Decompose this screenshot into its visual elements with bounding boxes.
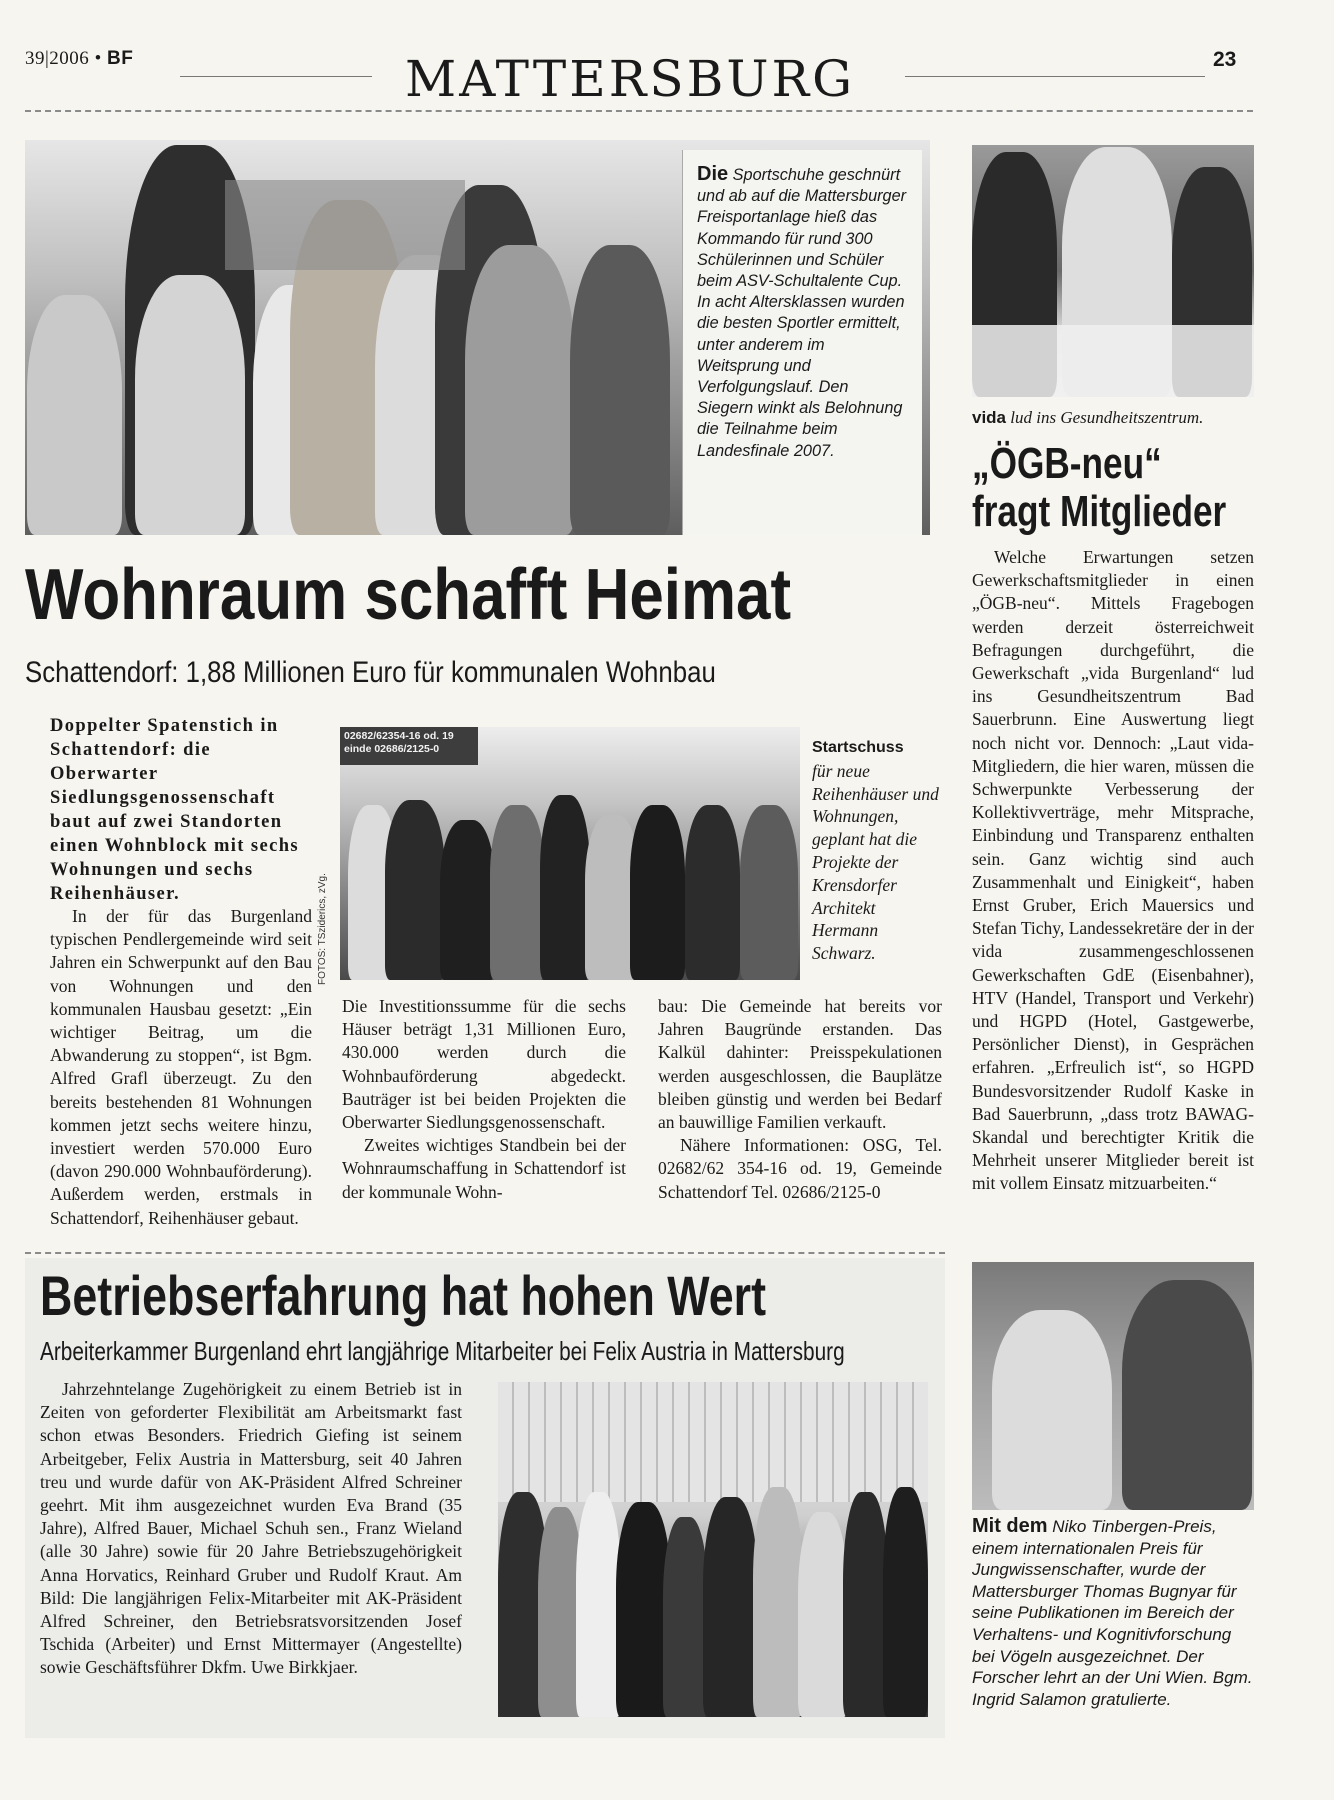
groundbreaking-photo	[340, 727, 800, 980]
issue-info: 39|2006 • BF	[25, 48, 134, 69]
felix-subheadline: Arbeiterkammer Burgenland ehrt langjährige Mitarbeiter bei Felix Austria in Mattersburg	[40, 1336, 845, 1366]
section-divider	[25, 1252, 945, 1254]
oegb-caption-lead: vida	[972, 408, 1007, 427]
felix-group-photo	[498, 1382, 928, 1717]
main-col1-text: In der für das Burgenland typischen Pendlergemeinde wird seit Jahren ein Schwerpunkt auf den Bau von Wohnungen und den kommunalen Hausbau gesetzt: „Ein wichtiger Beitrag, um die Abwanderung zu stoppen“, ist Bgm. Alfred Grafl überzeugt. Zu den bereits bestehenden 81 Wohnungen kommen jetzt sechs weitere hinzu, investiert werden 570.000 Euro (davon 290.000 Wohnbauförderung). Außerdem werden, erstmals in Schattendorf, Reihenhäuser gebaut.	[50, 906, 312, 1228]
oegb-photo-caption	[972, 408, 1254, 428]
oegb-headline-line2: fragt Mitglieder	[972, 487, 1227, 536]
header-rule-right	[905, 76, 1205, 77]
felix-body-text: Jahrzehntelange Zugehörigkeit zu einem Betrieb ist in Zeiten von geforderter Flexibilität am Arbeitsmarkt fast schon etwas Besonders. Friedrich Giefing ist seinem Arbeitgeber, Felix Austria in Mattersburg, seit 40 Jahren treu und wurde dafür von AK-Präsident Alfred Schreiner geehrt. Mit ihm ausgezeichnet wurden Eva Brand (35 Jahre), Alfred Bauer, Michael Schuh sen., Franz Wieland (alle 30 Jahre) sowie für 20 Jahre Betriebszugehörigkeit Anna Horvatics, Reinhard Gruber und Rudolf Kraut. Am Bild: Die langjährigen Felix-Mitarbeiter mit AK-Präsident Alfred Schreiner, den Betriebsratsvorsitzenden Josef Tschida (Arbeiter) und Ernst Mittermayer (Angestellte) sowie Geschäftsführer Dkfm. Uwe Birkkjaer.	[40, 1379, 462, 1678]
main-col3-text-2: Nähere Informationen: OSG, Tel. 02682/62 354-16 od. 19, Gemeinde Schattendorf Tel. 02686/2125-0	[658, 1135, 942, 1202]
groundbreaking-caption-text: für neue Reihenhäuser und Wohnungen, geplant hat die Projekte der Krensdorfer Architekt Hermann Schwarz.	[812, 760, 939, 964]
tinbergen-caption-text: Niko Tinbergen-Preis, einem internationalen Preis für Jungwissenschafter, wurde der Mattersburger Thomas Bugnyar für seine Publikationen im Bereich der Verhaltens- und Kognitivforschung bei Vögeln ausgezeichnet. Der Forscher lehrt an der Uni Wien. Bgm. Ingrid Salamon gratulierte.	[972, 1517, 1253, 1709]
main-lead	[50, 714, 310, 906]
main-column-1	[50, 905, 312, 1230]
main-column-3	[658, 995, 942, 1204]
header-divider	[25, 110, 1253, 112]
tinbergen-photo	[972, 1262, 1254, 1510]
main-column-2	[342, 995, 626, 1204]
tinbergen-caption-lead: Mit dem	[972, 1515, 1048, 1537]
main-subheadline: Schattendorf: 1,88 Millionen Euro für kommunalen Wohnbau	[25, 656, 716, 689]
main-lead-text: Doppelter Spatenstich in Schattendorf: die Oberwarter Siedlungsgenossenschaft baut auf zwei Standorten einen Wohnblock mit sechs Wohnungen und sechs Reihenhäuser.	[50, 716, 299, 904]
main-col3-text-1: bau: Die Gemeinde hat bereits vor Jahren Baugründe erstanden. Das Kalkül dahinter: Preisspekulationen werden ausgeschlossen, die Bauplätze bleiben günstig und werden bei Bedarf an bauwillige Familien verkauft.	[658, 996, 942, 1133]
oegb-caption-text: lud ins Gesundheitszentrum.	[1010, 408, 1204, 427]
section-title: MATTERSBURG	[405, 50, 856, 108]
felix-body	[40, 1378, 462, 1680]
oegb-photo	[972, 145, 1254, 397]
sports-photo-caption	[682, 150, 922, 535]
tinbergen-caption	[972, 1516, 1254, 1710]
oegb-headline-line1: „ÖGB-neu“	[972, 439, 1162, 488]
groundbreaking-caption	[812, 735, 940, 965]
header-rule-left	[180, 76, 372, 77]
oegb-headline	[972, 440, 1226, 536]
main-col2-text-1: Die Investitionssumme für die sechs Häuser beträgt 1,31 Millionen Euro, 430.000 werden durch die Wohnbauförderung abgedeckt. Bauträger ist bei beiden Projekten die Oberwarter Siedlungsgenossenschaft.	[342, 996, 626, 1133]
main-headline: Wohnraum schafft Heimat	[25, 555, 792, 635]
groundbreaking-caption-lead: Startschuss	[812, 739, 904, 756]
sports-caption-text: Sportschuhe geschnürt und ab auf die Mattersburger Freisportanlage hieß das Kommando für rund 300 Schülerinnen und Schüler beim ASV-Schultalente Cup. In acht Altersklassen wurden die besten Sportler ermittelt, unter anderem im Weitsprung und Verfolgungslauf. Den Siegern winkt als Belohnung die Teilnahme beim Landesfinale 2007.	[697, 166, 907, 460]
main-col2-text-2: Zweites wichtiges Standbein bei der Wohnraumschaffung in Schattendorf ist der kommunale Wohn-	[342, 1135, 626, 1202]
paper-name: BF	[106, 48, 134, 69]
photo-sign-phone: 02682/62354-16 od. 19 einde 02686/2125-0	[344, 730, 454, 755]
sports-caption-lead: Die	[697, 163, 729, 185]
oegb-body	[972, 546, 1254, 1196]
issue-number: 39|2006	[25, 48, 90, 69]
page-number: 23	[1213, 48, 1237, 71]
oegb-body-text: Welche Erwartungen setzen Gewerkschaftsmitglieder in einen „ÖGB-neu“. Mittels Fragebogen werden derzeit österreichweit Befragungen durchgeführt, die Gewerkschaft „vida Burgenland“ lud ins Gesundheitszentrum Bad Sauerbrunn. Eine Auswertung liegt noch nicht vor. Dennoch: „Laut vida-Mitgliedern, die hier waren, müssen die Schwerpunkte Verbesserung der Kollektivverträge, mehr Mitsprache, Einbindung und Transparenz enthalten sein. Ganz wichtig sind auch Zusammenhalt und Einigkeit“, haben Ernst Gruber, Erich Mauersics und Stefan Tichy, Landessekretäre der in der vida zusammengeschlossenen Gewerkschaften GdE (Eisenbahner), HTV (Handel, Transport und Verkehr) und HGPD (Hotel, Gastgewerbe, Persönlicher Dienst), in Gesprächen erfahren. „Erfreulich ist“, so HGPD Bundesvorsitzender Rudolf Kaske in Bad Sauerbrunn, „dass trotz BAWAG-Skandal und berechtigter Kritik die Mehrheit unserer Mitglieder bereit ist mit vollem Einsatz mitzuarbeiten.“	[972, 547, 1254, 1194]
felix-headline: Betriebserfahrung hat hohen Wert	[40, 1264, 767, 1327]
